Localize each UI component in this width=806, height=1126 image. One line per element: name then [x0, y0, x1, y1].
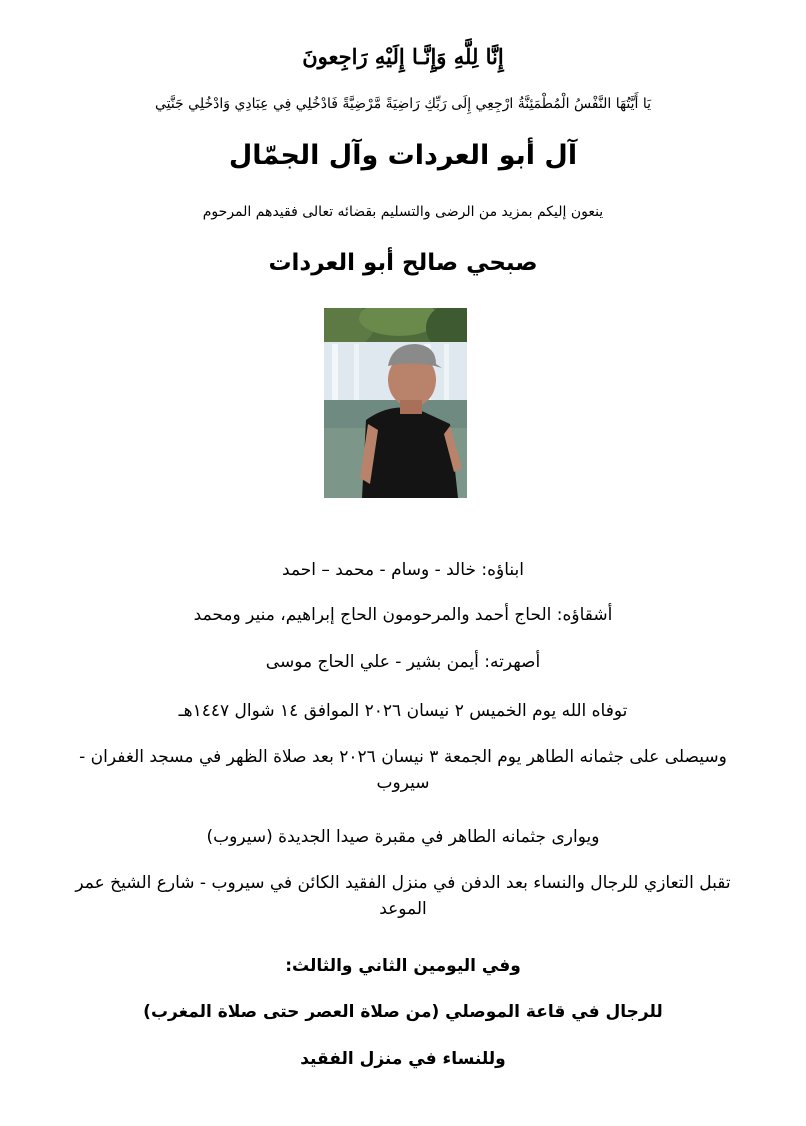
deceased-name: صبحي صالح أبو العردات [268, 250, 538, 276]
family-names-heading: آل أبو العردات وآل الجمّال [228, 140, 578, 171]
portrait-illustration [324, 308, 467, 498]
quran-verse-title: إِنَّا لِلَّهِ وَإِنَّـا إِلَيْهِ رَاجِعونَ [302, 44, 504, 69]
women-condolences-line: وللنساء في منزل الفقيد [300, 1049, 506, 1069]
deceased-portrait-photo [324, 308, 467, 498]
prayer-line: وسيصلى على جثمانه الطاهر يوم الجمعة ٣ نيسان ٢٠٢٦ بعد صلاة الظهر في مسجد الغفران - سيروب [79, 747, 727, 793]
burial-line: ويوارى جثمانه الطاهر في مقبرة صيدا الجديدة (سيروب) [206, 827, 600, 847]
second-third-days-heading: وفي اليومين الثاني والثالث: [285, 956, 521, 976]
brothers-line: أشقاؤه: الحاج أحمد والمرحومون الحاج إبراهيم، منير ومحمد [193, 605, 613, 625]
announcement-text: ينعون إليكم بمزيد من الرضى والتسليم بقضائه تعالى فقيدهم المرحوم [202, 204, 604, 220]
quran-verse-sub: يَا أَيَّتُهَا النَّفْسُ الْمُطْمَئِنَّةُ ارْجِعِي إِلَى رَبِّكِ رَاضِيَةً مَّرْضِيَّةً فَادْخُلِي فِي عِبَادِي وَادْخُلِي جَنَّتِي [154, 96, 652, 112]
sons-in-law-line: أصهرته: أيمن بشير - علي الحاج موسى [265, 652, 541, 672]
death-date-line: توفاه الله يوم الخميس ٢ نيسان ٢٠٢٦ الموافق ١٤ شوال ١٤٤٧هـ [178, 701, 628, 721]
men-condolences-line: للرجال في قاعة الموصلي (من صلاة العصر حتى صلاة المغرب) [143, 1002, 663, 1022]
condolences-line: تقبل التعازي للرجال والنساء بعد الدفن في منزل الفقيد الكائن في سيروب - شارع الشيخ عمر الموعد [75, 873, 731, 919]
sons-line: ابناؤه: خالد - وسام - محمد – احمد [282, 560, 524, 580]
